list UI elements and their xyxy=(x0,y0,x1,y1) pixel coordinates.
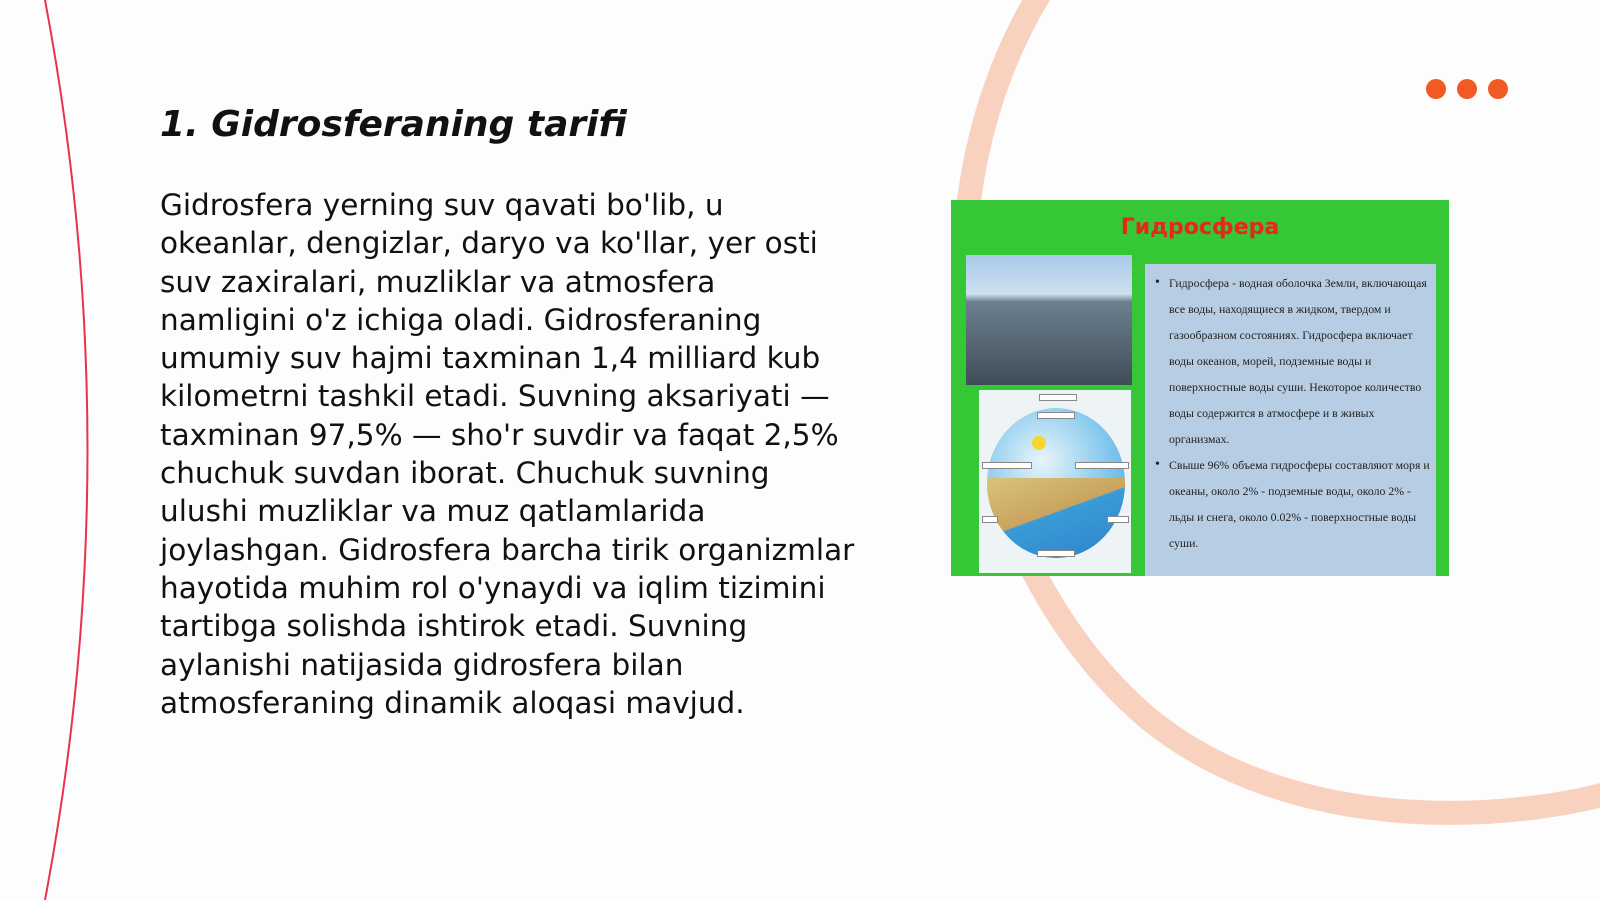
diagram-label xyxy=(1075,462,1129,469)
image-text-panel xyxy=(1145,264,1436,576)
diagram-label xyxy=(1107,516,1129,523)
hydrosphere-slide-image xyxy=(951,200,1449,576)
diagram-label xyxy=(1039,394,1077,401)
diagram-label xyxy=(982,462,1032,469)
slide-body-text: Gidrosfera yerning suv qavati bo'lib, u okeanlar, dengizlar, daryo va ko'llar, yer osti suv zaxiralari, muzliklar va atmosfera namligini o'z ichiga oladi. Gidrosferaning umumiy suv hajmi taxminan 1,4 milliard kub kilometrni tashkil etadi. Suvning aksariyati — taxminan 97,5% — sho'r suvdir va faqat 2,5% chuchuk suvdan iborat. Chuchuk suvning ulushi muzliklar va muz qatlamlarida joylashgan. Gidrosfera barcha tirik organizmlar hayotida muhim rol o'ynaydi va iqlim tizimini tartibga solishda ishtirok etadi. Suvning aylanishi natijasida gidrosfera bilan atmosferaning dinamik aloqasi mavjud. xyxy=(160,188,855,720)
sun-icon xyxy=(1032,436,1046,450)
image-title: Гидросфера xyxy=(1120,215,1280,240)
dot-2 xyxy=(1457,79,1477,99)
diagram-label xyxy=(1037,550,1075,557)
decorative-dots xyxy=(1426,79,1508,99)
water-cycle-diagram xyxy=(979,390,1131,573)
diagram-label xyxy=(982,516,998,523)
image-bullet-list xyxy=(1151,270,1430,556)
image-bullet-1: • Гидросфера - водная оболочка Земли, включающая все воды, находящиеся в жидком, твердом и газообразном состояниях. Гидросфера включает воды океанов, морей, подземные воды и поверхностные воды суши. Некоторое количество воды содержится в атмосфере и в живых организмах. xyxy=(1151,270,1430,452)
image-bullet-2: • Свыше 96% объема гидросферы составляют моря и океаны, около 2% - подземные воды, около 2% - льды и снега, около 0.02% - поверхностные воды суши. xyxy=(1151,452,1430,556)
land-and-ocean xyxy=(987,478,1125,558)
sea-photo xyxy=(966,255,1132,385)
left-curved-line xyxy=(45,0,88,900)
diagram-label xyxy=(1037,412,1075,419)
dot-1 xyxy=(1426,79,1446,99)
slide-title: 1. Gidrosferaning tarifi xyxy=(160,104,627,145)
dot-3 xyxy=(1488,79,1508,99)
water-cycle-circle xyxy=(987,408,1125,558)
